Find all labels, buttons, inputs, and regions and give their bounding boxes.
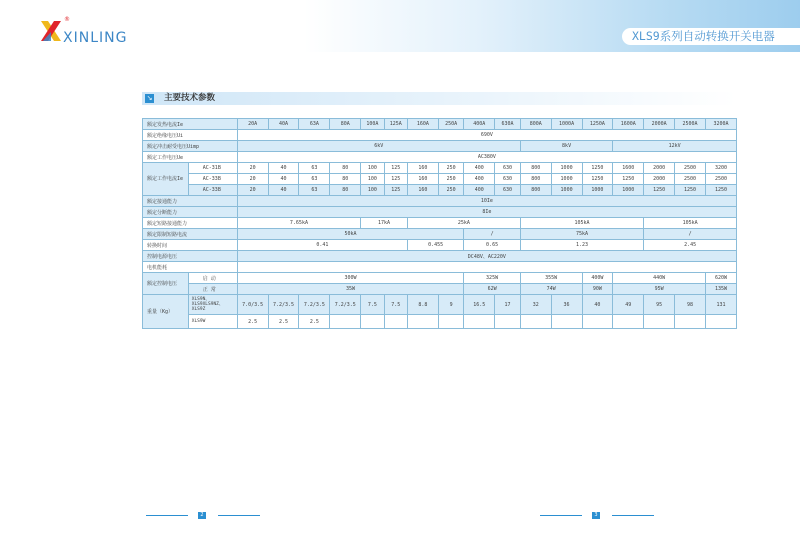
table-cell: 7.5 [361,295,384,315]
table-cell [551,315,582,329]
table-cell: 105kA [520,218,643,229]
footer-rule [612,515,654,516]
table-cell: 63 [299,174,330,185]
table-cell: 40 [268,163,299,174]
table-cell: 2.5 [299,315,330,329]
table-cell: 7.2/3.5 [330,295,361,315]
row-label: 额定冲击耐受电压Uimp [143,141,238,152]
table-cell: 8kV [520,141,613,152]
table-cell: 400W [582,273,613,284]
row-sub-label: AC-33B [188,185,237,196]
table-cell: 800 [520,185,551,196]
table-cell: 3200A [705,119,736,130]
table-cell: 32 [520,295,551,315]
table-cell: 10Ie [237,196,736,207]
table-row [143,273,737,284]
table-cell: 8.8 [407,295,438,315]
table-cell: 125 [384,163,407,174]
table-cell: 800 [520,174,551,185]
table-cell: 105kA [644,218,737,229]
table-cell: 40A [268,119,299,130]
table-cell: 100 [361,174,384,185]
table-cell: 800 [520,163,551,174]
table-cell: 35W [237,284,464,295]
table-cell: 1250A [582,119,613,130]
table-cell: 2.45 [644,240,737,251]
table-cell: 7.0/3.5 [237,295,268,315]
table-cell: 300W [237,273,464,284]
table-cell: 355W [520,273,582,284]
table-cell: AC380V [237,152,736,163]
table-cell: 160 [407,163,438,174]
table-cell: 160 [407,185,438,196]
table-cell: 250 [438,185,464,196]
table-cell: 131 [705,295,736,315]
footer-rule [540,515,582,516]
section-heading [142,92,737,105]
table-cell: 2.5 [268,315,299,329]
table-cell: 36 [551,295,582,315]
page-number-right: 3 [592,512,600,519]
table-cell: 9 [438,295,464,315]
table-cell: 440W [613,273,706,284]
table-cell: 2500 [675,163,706,174]
table-cell: 400 [464,174,495,185]
table-cell: 95 [644,295,675,315]
page-header [0,0,800,52]
table-row [143,163,737,174]
table-cell: 160A [407,119,438,130]
table-cell: 125 [384,185,407,196]
table-cell: 20 [237,163,268,174]
table-cell: 620W [705,273,736,284]
row-label: 电机能耗 [143,262,238,273]
row-label: 额定分断能力 [143,207,238,218]
row-label: 额定工作电压Ue [143,152,238,163]
table-cell [644,315,675,329]
table-cell: 1000 [613,185,644,196]
row-label: 额定接通能力 [143,196,238,207]
table-cell [330,315,361,329]
table-row [143,295,737,315]
page-number-left: 2 [198,512,206,519]
table-cell: 3200 [705,163,736,174]
table-cell: 160 [407,174,438,185]
table-cell [495,315,521,329]
table-cell [705,315,736,329]
table-cell: 1600A [613,119,644,130]
table-cell: 400 [464,185,495,196]
footer-rule [146,515,188,516]
table-cell [613,315,644,329]
table-row [143,262,737,273]
table-cell: 630 [495,174,521,185]
table-cell: 135W [705,284,736,295]
table-row [143,251,737,262]
table-cell: 17kA [361,218,408,229]
table-cell: 20A [237,119,268,130]
table-cell: 1250 [582,163,613,174]
table-row [143,229,737,240]
table-cell: 40 [582,295,613,315]
table-cell [361,315,384,329]
registered-mark-icon: ® [64,16,70,23]
table-cell: DC48V、AC220V [237,251,736,262]
table-row [143,130,737,141]
table-row [143,119,737,130]
table-cell: 2500 [705,174,736,185]
table-cell: 400 [464,163,495,174]
table-cell: 1250 [613,174,644,185]
table-cell: 1000 [582,185,613,196]
row-sub-label: XLS9N、XLS9XLS9NZ、XLS9Z [188,295,237,315]
table-row [143,152,737,163]
row-label: 转换时间 [143,240,238,251]
arrow-icon: ↘ [146,94,153,102]
table-cell: 63 [299,163,330,174]
table-cell: 630 [495,163,521,174]
table-row [143,185,737,196]
table-cell: 49 [613,295,644,315]
table-cell [438,315,464,329]
footer-rule [218,515,260,516]
table-cell: 62W [464,284,520,295]
table-cell: / [464,229,520,240]
row-sub-label: 启 动 [188,273,237,284]
table-cell: 40 [268,185,299,196]
table-cell [407,315,438,329]
table-row [143,315,737,329]
table-cell: 50kA [237,229,464,240]
table-cell: 100 [361,163,384,174]
table-row [143,284,737,295]
row-group-label: 额定工作电流Ie [143,163,189,196]
row-label: 控制电源电压 [143,251,238,262]
table-cell: 0.65 [464,240,520,251]
brand-name: XINLING [63,30,128,46]
table-cell: 12kV [613,141,737,152]
table-cell: 125 [384,174,407,185]
table-cell: 1250 [705,185,736,196]
table-cell: 2000 [644,163,675,174]
table-row [143,207,737,218]
table-cell: 1000A [551,119,582,130]
xinling-logo-icon [40,20,62,42]
table-cell: 1.23 [520,240,643,251]
table-cell: 0.41 [237,240,407,251]
table-cell [675,315,706,329]
table-cell: 16.5 [464,295,495,315]
table-row [143,174,737,185]
row-label: 额定发热电流Ie [143,119,238,130]
table-cell: 630A [495,119,521,130]
document-title: XLS9系列自动转换开关电器 [622,28,800,45]
table-cell: 2000 [644,174,675,185]
table-cell: 1250 [582,174,613,185]
section-title: 主要技术参数 [164,93,216,103]
table-cell: 100A [361,119,384,130]
table-cell: 75kA [520,229,643,240]
row-label: 额定短路接通能力 [143,218,238,229]
table-cell: / [644,229,737,240]
table-cell: 800A [520,119,551,130]
row-group-label: 额定控制电压 [143,273,189,295]
table-cell: 40 [268,174,299,185]
table-cell [582,315,613,329]
table-cell: 2500A [675,119,706,130]
row-sub-label: AC-33B [188,174,237,185]
table-cell: 20 [237,185,268,196]
spec-table [142,118,737,329]
table-row [143,240,737,251]
table-cell: 2500 [675,174,706,185]
row-label: 额定绝缘电压Ui [143,130,238,141]
table-cell: 1250 [644,185,675,196]
table-cell: 125A [384,119,407,130]
table-cell: 6kV [237,141,520,152]
table-cell: 325W [464,273,520,284]
table-row [143,218,737,229]
row-sub-label: XLS9W [188,315,237,329]
row-sub-label: AC-31B [188,163,237,174]
table-cell: 80A [330,119,361,130]
table-row [143,196,737,207]
row-group-label: 重量（Kg） [143,295,189,329]
table-cell: 63 [299,185,330,196]
table-cell: 90W [582,284,613,295]
table-cell: 2.5 [237,315,268,329]
table-cell: 95W [613,284,706,295]
table-cell: 7.65kA [237,218,360,229]
table-row [143,141,737,152]
table-cell: 80 [330,163,361,174]
table-cell: 250 [438,174,464,185]
table-cell: 250A [438,119,464,130]
table-cell [384,315,407,329]
table-cell: 98 [675,295,706,315]
table-cell: 80 [330,174,361,185]
table-cell: 80 [330,185,361,196]
table-cell: 630 [495,185,521,196]
table-cell: 8Ie [237,207,736,218]
table-cell: 100 [361,185,384,196]
table-cell: 1000 [551,174,582,185]
table-cell: 7.2/3.5 [268,295,299,315]
table-cell: 1000 [551,185,582,196]
row-sub-label: 正 常 [188,284,237,295]
table-cell: 25kA [407,218,520,229]
table-cell: 7.5 [384,295,407,315]
row-label: 额定限制短路电流 [143,229,238,240]
table-cell [464,315,495,329]
table-cell: 0.455 [407,240,463,251]
table-cell: 20 [237,174,268,185]
table-cell: 1000 [551,163,582,174]
table-cell: 400A [464,119,495,130]
table-cell: 1600 [613,163,644,174]
table-cell: 7.2/3.5 [299,295,330,315]
table-cell: 690V [237,130,736,141]
table-cell [237,262,736,273]
table-cell [520,315,551,329]
table-cell: 250 [438,163,464,174]
table-cell: 63A [299,119,330,130]
table-cell: 1250 [675,185,706,196]
table-cell: 2000A [644,119,675,130]
table-cell: 17 [495,295,521,315]
table-cell: 74W [520,284,582,295]
